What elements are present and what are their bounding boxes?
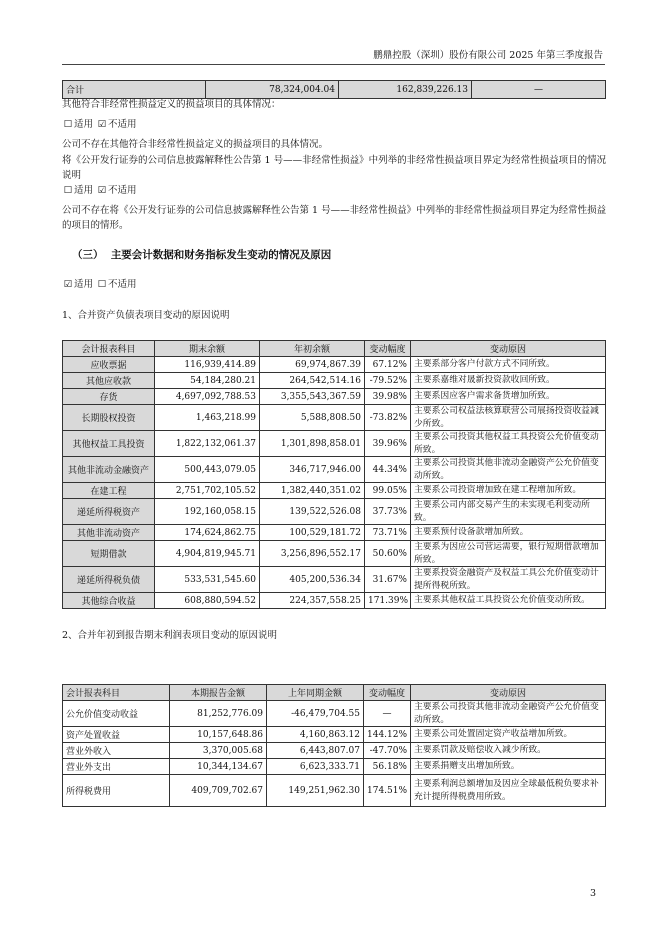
cell-reason: 主要系罚款及赔偿收入减少所致。 <box>411 743 606 759</box>
table-row <box>63 431 606 457</box>
label-not-applicable: 不适用 <box>108 119 137 130</box>
table-row <box>63 499 606 525</box>
checkbox-applicable: ☐ <box>63 185 73 196</box>
cell-reason: 主要系为因应公司营运需要，银行短期借款增加所致。 <box>411 541 606 567</box>
column-header: 年初余额 <box>260 341 365 357</box>
row-label: 资产处置收益 <box>63 727 170 743</box>
cell-prior: 1,382,440,351.02 <box>260 483 365 499</box>
cell-current: 409,709,702.67 <box>170 775 267 807</box>
cell-reason: 主要系部分客户付款方式不同所致。 <box>411 357 606 373</box>
row-label: 短期借款 <box>63 541 155 567</box>
row-label: 所得税费用 <box>63 775 170 807</box>
table-row <box>63 759 606 775</box>
total-note: — <box>472 81 606 99</box>
cell-prior: 139,522,526.08 <box>260 499 365 525</box>
cell-reason: 主要系因应客户需求备货增加所致。 <box>411 389 606 405</box>
checkbox-not-applicable: ☑ <box>97 185 107 196</box>
table-row <box>63 357 606 373</box>
table-row <box>63 389 606 405</box>
cell-reason: 主要系嘉维对晟新投资款收回所致。 <box>411 373 606 389</box>
cell-current: 81,252,776.09 <box>170 701 267 727</box>
subtitle-income-statement: 2、合并年初到报告期末利润表项目变动的原因说明 <box>62 630 278 641</box>
row-label: 应收票据 <box>63 357 155 373</box>
cell-current: 4,697,092,788.53 <box>155 389 260 405</box>
cell-reason: 主要系投资金融资产及权益工具公允价值变动计提所得税所致。 <box>411 567 606 593</box>
section-title <box>72 247 331 262</box>
cell-prior: 69,974,867.39 <box>260 357 365 373</box>
column-header: 变动幅度 <box>365 341 411 357</box>
income-statement-table <box>62 684 606 807</box>
cell-change: 31.67% <box>365 567 411 593</box>
table-row <box>63 727 606 743</box>
row-label: 公允价值变动收益 <box>63 701 170 727</box>
row-label: 营业外支出 <box>63 759 170 775</box>
cell-current: 4,904,819,945.71 <box>155 541 260 567</box>
table-row <box>63 593 606 609</box>
cell-reason: 主要系利润总额增加及因应全球最低税负要求补充计提所得税费用所致。 <box>411 775 606 807</box>
cell-change: 73.71% <box>365 525 411 541</box>
total-current: 78,324,004.04 <box>206 81 339 99</box>
table-row <box>63 743 606 759</box>
cell-current: 3,370,005.68 <box>170 743 267 759</box>
cell-prior: 3,256,896,552.17 <box>260 541 365 567</box>
cell-reason: 主要系公司内部交易产生的未实现毛利变动所致。 <box>411 499 606 525</box>
table-row <box>63 541 606 567</box>
cell-reason: 主要系捐赠支出增加所致。 <box>411 759 606 775</box>
column-header: 变动原因 <box>411 341 606 357</box>
cell-current: 608,880,594.52 <box>155 593 260 609</box>
cell-change: 39.96% <box>365 431 411 457</box>
cell-prior: 149,251,962.30 <box>267 775 364 807</box>
cell-reason: 主要系公司投资其他非流动金融资产公允价值变动所致。 <box>411 457 606 483</box>
cell-current: 10,157,648.86 <box>170 727 267 743</box>
checkbox-line-1 <box>62 117 607 132</box>
column-header: 上年同期金额 <box>267 685 364 701</box>
column-header: 会计报表科目 <box>63 341 155 357</box>
table-header-row <box>63 341 606 357</box>
cell-change: 99.05% <box>365 483 411 499</box>
cell-reason: 主要系公司投资其他非流动金融资产公允价值变动所致。 <box>411 701 606 727</box>
cell-reason: 主要系公司处置固定资产收益增加所致。 <box>411 727 606 743</box>
table-row <box>63 525 606 541</box>
cell-change: 144.12% <box>364 727 411 743</box>
cell-change: — <box>364 701 411 727</box>
row-label: 存货 <box>63 389 155 405</box>
label-not-applicable: 不适用 <box>108 279 137 290</box>
row-label: 长期股权投资 <box>63 405 155 431</box>
cell-change: -73.82% <box>365 405 411 431</box>
cell-prior: -46,479,704.55 <box>267 701 364 727</box>
table-row <box>63 483 606 499</box>
column-header: 变动幅度 <box>364 685 411 701</box>
cell-change: 39.98% <box>365 389 411 405</box>
cell-current: 54,184,280.21 <box>155 373 260 389</box>
cell-prior: 1,301,898,858.01 <box>260 431 365 457</box>
table-row <box>63 457 606 483</box>
column-header: 期末余额 <box>155 341 260 357</box>
cell-change: -79.52% <box>365 373 411 389</box>
section-heading: 主要会计数据和财务指标发生变动的情况及原因 <box>110 249 332 261</box>
row-label: 递延所得税负债 <box>63 567 155 593</box>
table-row <box>63 567 606 593</box>
cell-prior: 100,529,181.72 <box>260 525 365 541</box>
cell-current: 2,751,702,105.52 <box>155 483 260 499</box>
cell-prior: 346,717,946.00 <box>260 457 365 483</box>
balance-sheet-table <box>62 340 606 609</box>
table-row <box>63 373 606 389</box>
label-applicable: 适用 <box>74 119 94 130</box>
table-header-row <box>63 685 606 701</box>
row-label: 其他综合收益 <box>63 593 155 609</box>
cell-change: 56.18% <box>364 759 411 775</box>
cell-prior: 405,200,536.34 <box>260 567 365 593</box>
column-header: 本期报告金额 <box>170 685 267 701</box>
cell-change: 67.12% <box>365 357 411 373</box>
total-label: 合计 <box>63 81 206 99</box>
cell-current: 1,463,218.99 <box>155 405 260 431</box>
cell-reason: 主要系预付设备款增加所致。 <box>411 525 606 541</box>
checkbox-not-applicable: ☑ <box>97 119 107 130</box>
label-applicable: 适用 <box>74 185 94 196</box>
cell-prior: 6,443,807.07 <box>267 743 364 759</box>
cell-current: 174,624,862.75 <box>155 525 260 541</box>
cell-change: 44.34% <box>365 457 411 483</box>
row-label: 递延所得税资产 <box>63 499 155 525</box>
section-number: （三） <box>72 249 104 261</box>
checkbox-applicable: ☐ <box>63 119 73 130</box>
total-prior: 162,839,226.13 <box>339 81 472 99</box>
cell-prior: 5,588,808.50 <box>260 405 365 431</box>
cell-reason: 主要系公司投资增加致在建工程增加所致。 <box>411 483 606 499</box>
cell-prior: 224,357,558.25 <box>260 593 365 609</box>
table-row <box>63 701 606 727</box>
cell-current: 192,160,058.15 <box>155 499 260 525</box>
header-divider <box>62 64 605 65</box>
row-label: 其他非流动金融资产 <box>63 457 155 483</box>
page-header: 鹏鼎控股（深圳）股份有限公司 2025 年第三季度报告 <box>373 50 603 61</box>
subtitle-balance-sheet: 1、合并资产负债表项目变动的原因说明 <box>62 310 230 321</box>
cell-change: 37.73% <box>365 499 411 525</box>
cell-current: 116,939,414.89 <box>155 357 260 373</box>
table-row <box>63 405 606 431</box>
page-number: 3 <box>590 888 597 899</box>
cell-prior: 4,160,863.12 <box>267 727 364 743</box>
para-other-items: 其他符合非经常性损益定义的损益项目的具体情况： <box>62 99 281 110</box>
row-label: 其他非流动资产 <box>63 525 155 541</box>
table-row <box>63 775 606 807</box>
cell-change: -47.70% <box>364 743 411 759</box>
cell-reason: 主要系其他权益工具投资公允价值变动所致。 <box>411 593 606 609</box>
row-label: 其他应收款 <box>63 373 155 389</box>
cell-current: 10,344,134.67 <box>170 759 267 775</box>
para-reclassification: 将《公开发行证券的公司信息披露解释性公告第 1 号——非经常性损益》中列举的非经常性损益项目界定为经常性损益项目的情况说明 <box>62 155 607 181</box>
checkbox-line-3 <box>62 277 607 292</box>
cell-prior: 6,623,333.71 <box>267 759 364 775</box>
cell-current: 533,531,545.60 <box>155 567 260 593</box>
label-applicable: 适用 <box>74 279 94 290</box>
para-no-other-items: 公司不存在其他符合非经常性损益定义的损益项目的具体情况。 <box>62 139 329 150</box>
para-no-reclassification: 公司不存在将《公开发行证券的公司信息披露解释性公告第 1 号——非经常性损益》中列举的非经常性损益项目界定为经常性损益的项目的情形。 <box>62 205 607 231</box>
label-not-applicable: 不适用 <box>108 185 137 196</box>
row-label: 其他权益工具投资 <box>63 431 155 457</box>
cell-current: 500,443,079.05 <box>155 457 260 483</box>
cell-change: 50.60% <box>365 541 411 567</box>
row-label: 营业外收入 <box>63 743 170 759</box>
cell-reason: 主要系公司投资其他权益工具投资公允价值变动所致。 <box>411 431 606 457</box>
cell-prior: 264,542,514.16 <box>260 373 365 389</box>
cell-change: 174.51% <box>364 775 411 807</box>
checkbox-not-applicable: ☐ <box>97 279 107 290</box>
cell-prior: 3,355,543,367.59 <box>260 389 365 405</box>
cell-change: 171.39% <box>365 593 411 609</box>
cell-reason: 主要系公司权益法核算联营公司展扬投资收益减少所致。 <box>411 405 606 431</box>
column-header: 变动原因 <box>411 685 606 701</box>
checkbox-applicable: ☑ <box>63 279 73 290</box>
column-header: 会计报表科目 <box>63 685 170 701</box>
row-label: 在建工程 <box>63 483 155 499</box>
checkbox-line-2 <box>62 183 607 198</box>
cell-current: 1,822,132,061.37 <box>155 431 260 457</box>
